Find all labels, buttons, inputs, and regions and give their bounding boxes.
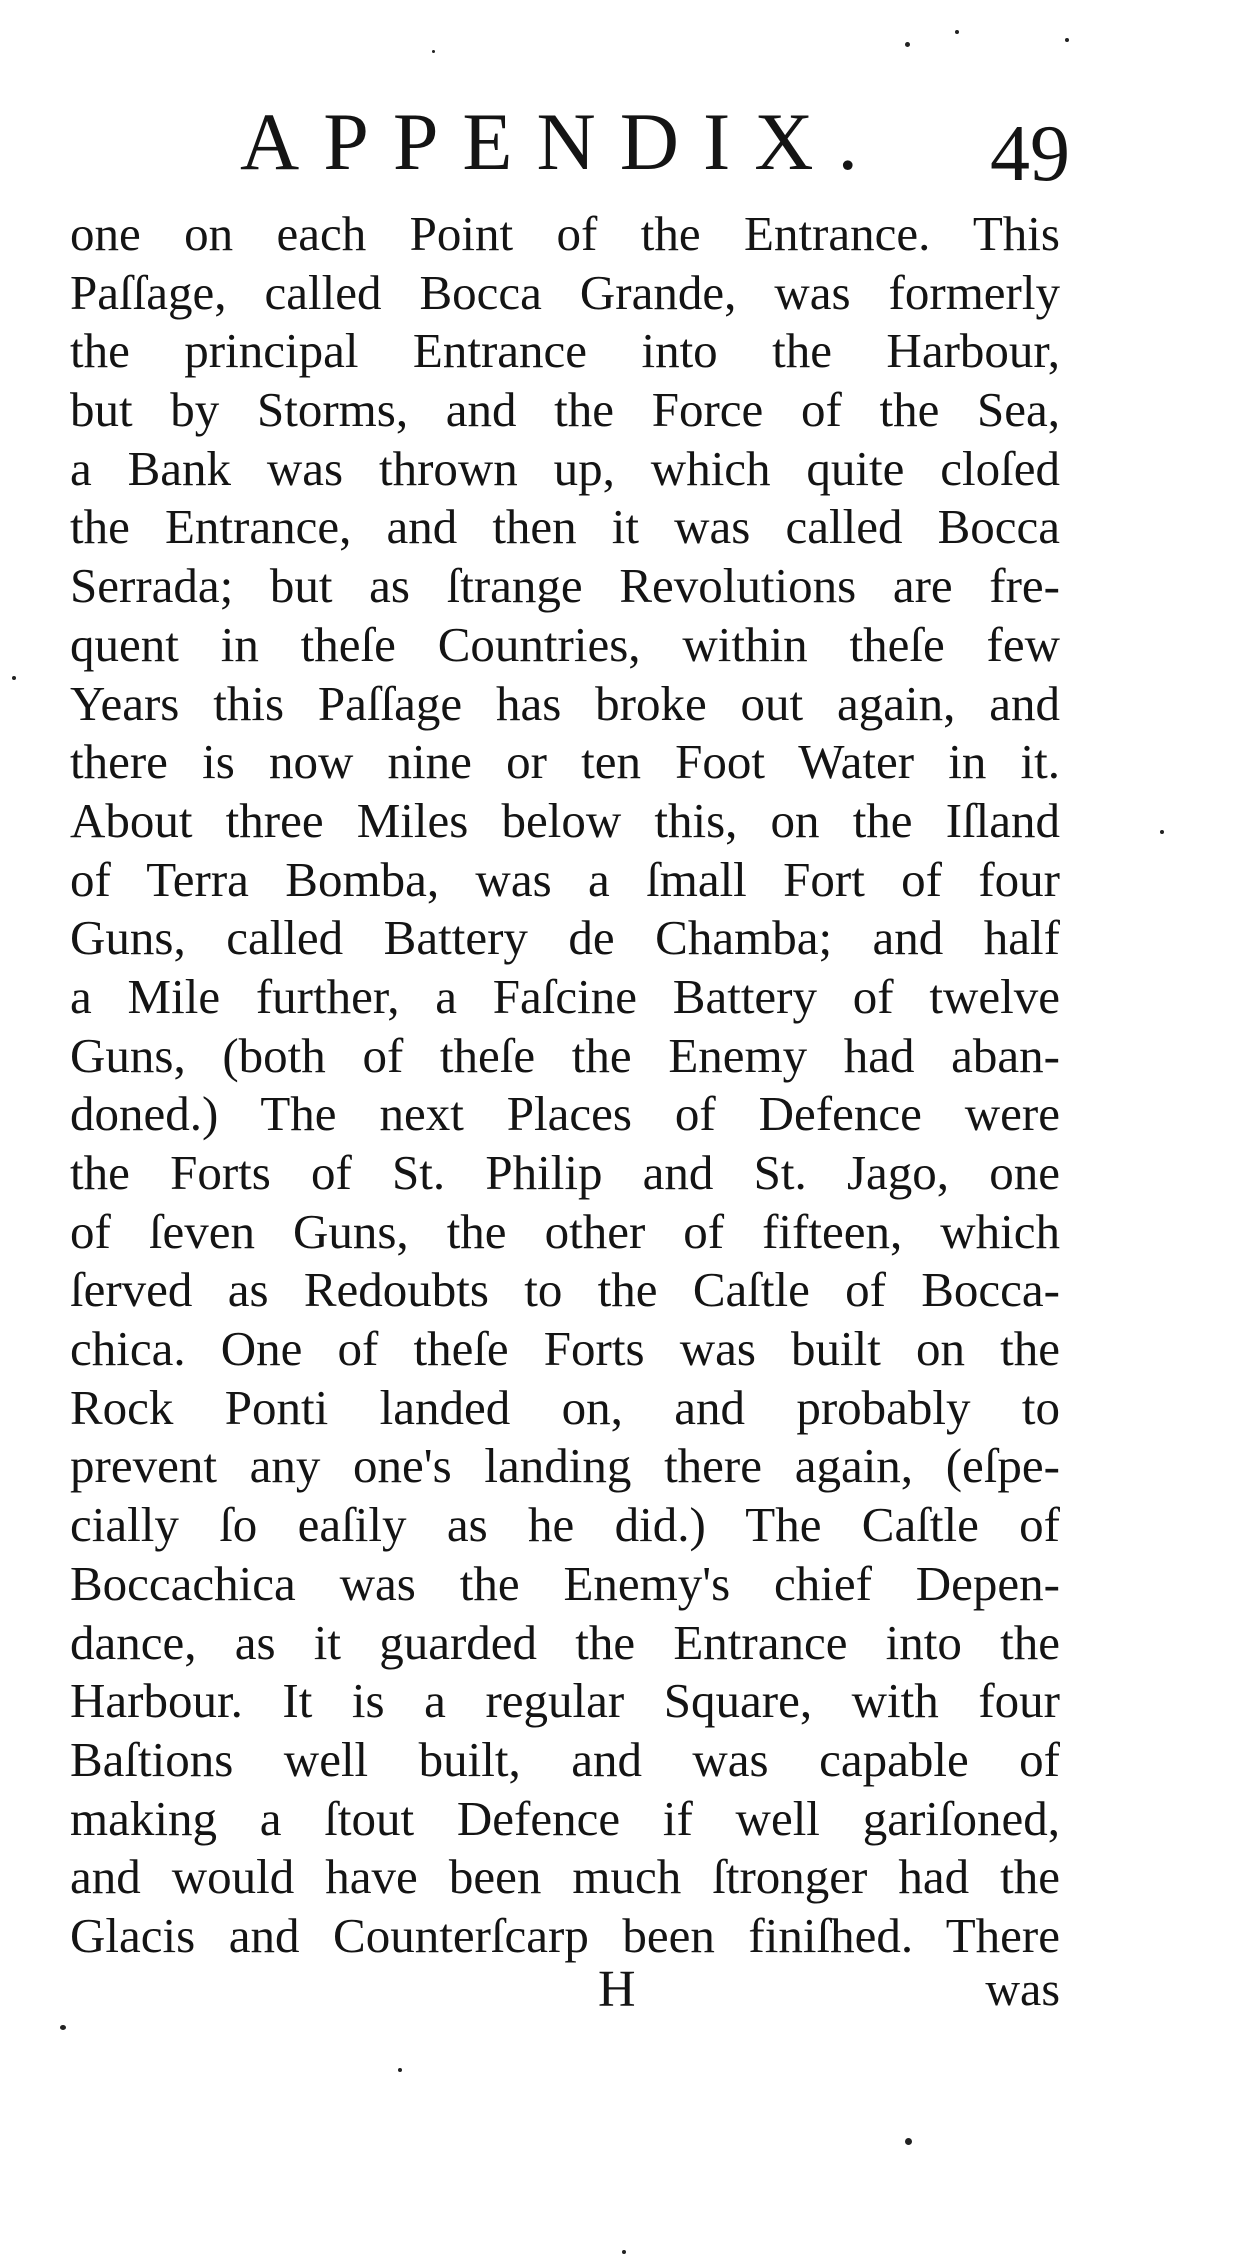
body-text xyxy=(70,205,1060,1966)
scan-speck xyxy=(905,42,910,47)
text-line: Years this Paſſage has broke out again, and xyxy=(70,675,1060,731)
text-line: one on each Point of the Entrance. This xyxy=(70,206,1060,261)
text-line: quent in theſe Countries, within theſe few xyxy=(70,616,1060,672)
text-line: the principal Entrance into the Harbour, xyxy=(70,323,1060,379)
text-line: Paſſage, called Bocca Grande, was formerly xyxy=(70,264,1060,320)
text-line: of Terra Bomba, was a ſmall Fort of four xyxy=(70,851,1060,907)
page-number: 49 xyxy=(990,110,1070,198)
catchword: was xyxy=(985,1963,1060,2016)
page-footer xyxy=(70,1960,1060,2030)
text-line: but by Storms, and the Force of the Sea, xyxy=(70,382,1060,438)
scan-speck xyxy=(955,30,959,34)
text-line: dance, as it guarded the Entrance into the xyxy=(70,1614,1060,1670)
scan-speck xyxy=(398,2068,402,2072)
text-line: Guns, called Battery de Chamba; and half xyxy=(70,910,1060,966)
text-line: Boccachica was the Enemy's chief Depen- xyxy=(70,1555,1060,1611)
text-line: doned.) The next Places of Defence were xyxy=(70,1086,1060,1142)
text-line: there is now nine or ten Foot Water in it. xyxy=(70,734,1060,790)
text-line: Rock Ponti landed on, and probably to xyxy=(70,1379,1060,1435)
text-line: the Forts of St. Philip and St. Jago, one xyxy=(70,1145,1060,1200)
scan-speck xyxy=(1160,830,1164,834)
scan-speck xyxy=(432,50,435,53)
text-line: Guns, (both of theſe the Enemy had aban- xyxy=(70,1027,1060,1083)
scan-speck xyxy=(1065,38,1069,42)
signature-mark: H xyxy=(598,1961,636,2018)
text-line: chica. One of theſe Forts was built on the xyxy=(70,1321,1060,1377)
scan-speck xyxy=(622,2250,626,2254)
text-line: prevent any one's landing there again, (eſpe- xyxy=(70,1438,1060,1494)
text-line: About three Miles below this, on the Iſland xyxy=(70,792,1060,848)
text-line: Harbour. It is a regular Square, with four xyxy=(70,1673,1060,1729)
scan-speck xyxy=(60,2025,66,2030)
text-line: the Entrance, and then it was called Bocca xyxy=(70,499,1060,555)
text-line: Serrada; but as ſtrange Revolutions are fre- xyxy=(70,558,1060,614)
scan-speck xyxy=(12,676,16,680)
text-line: a Mile further, a Faſcine Battery of twelve xyxy=(70,968,1060,1024)
scan-speck xyxy=(905,2138,912,2145)
text-line: and would have been much ſtronger had the xyxy=(70,1849,1060,1905)
text-line: a Bank was thrown up, which quite cloſed xyxy=(70,440,1060,496)
text-line: making a ſtout Defence if well gariſoned, xyxy=(70,1790,1060,1846)
text-line: cially ſo eaſily as he did.) The Caſtle of xyxy=(70,1497,1060,1553)
text-line: Glacis and Counterſcarp been finiſhed. There xyxy=(70,1907,1060,1963)
text-line: of ſeven Guns, the other of fifteen, which xyxy=(70,1203,1060,1259)
running-head: APPENDIX. xyxy=(240,96,882,187)
text-line: Baſtions well built, and was capable of xyxy=(70,1731,1060,1787)
page-header xyxy=(240,92,1070,202)
text-line: ſerved as Redoubts to the Caſtle of Bocca- xyxy=(70,1262,1060,1318)
